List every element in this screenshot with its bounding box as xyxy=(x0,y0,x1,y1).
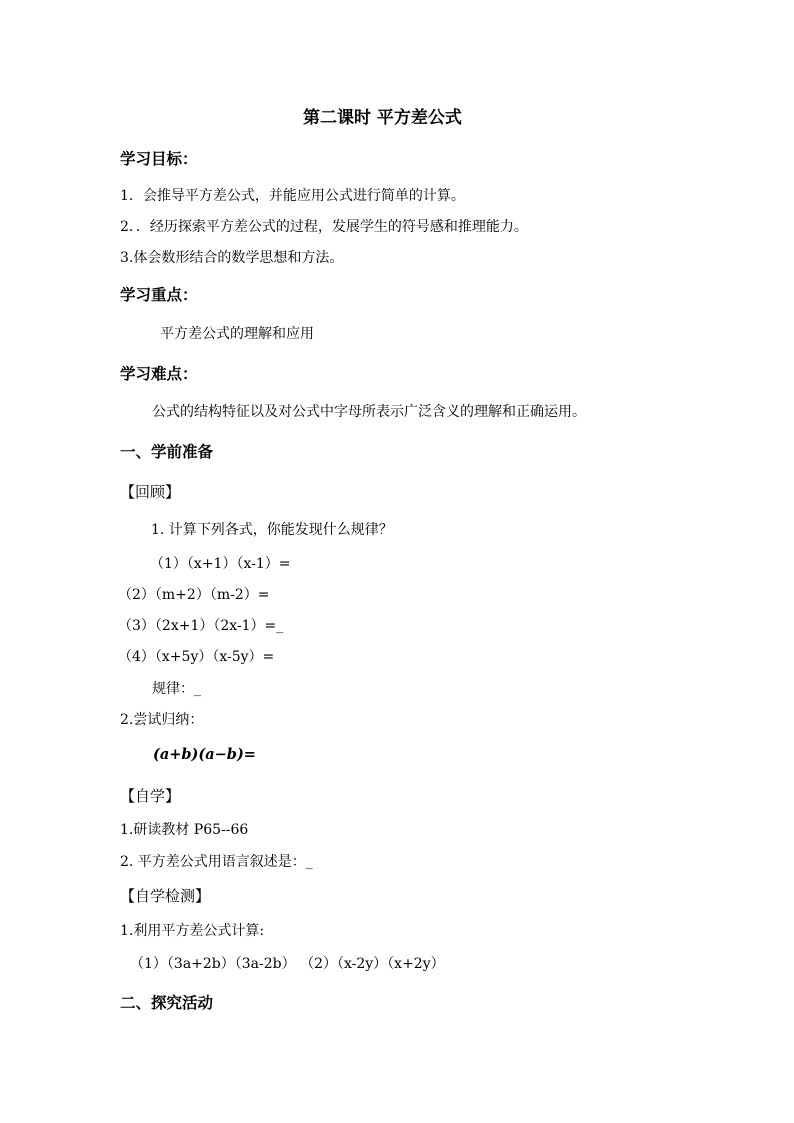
objective-item: 1．会推导平方差公式，并能应用公式进行简单的计算。 xyxy=(120,188,465,204)
review-item: （3）（2x+1）（2x-1）=_ xyxy=(118,618,284,634)
focus-text: 平方差公式的理解和应用 xyxy=(160,326,314,342)
review-item: （2）（m+2）（m-2）= xyxy=(118,587,270,603)
review-rule: 规律：_ xyxy=(152,681,201,697)
self-check-label: 【自学检测】 xyxy=(120,887,211,905)
review-induce: 2.尝试归纳： xyxy=(120,712,204,728)
review-label: 【回顾】 xyxy=(120,483,181,501)
section1-heading: 一、学前准备 xyxy=(120,442,214,461)
self-study-item: 2. 平方差公式用语言叙述是：_ xyxy=(120,854,313,870)
objective-item: 3.体会数形结合的数学思想和方法。 xyxy=(120,250,344,266)
objective-item: 2．．经历探索平方差公式的过程，发展学生的符号感和推理能力。 xyxy=(120,219,528,235)
self-check-question: 1.利用平方差公式计算: xyxy=(120,923,265,939)
square-difference-formula: (a+b)(a−b)= xyxy=(153,746,256,763)
review-item: （1）（x+1）（x-1）= xyxy=(150,556,291,572)
review-question: 1. 计算下列各式，你能发现什么规律？ xyxy=(151,522,393,538)
difficulty-heading: 学习难点： xyxy=(120,364,198,383)
self-study-label: 【自学】 xyxy=(120,787,181,805)
objectives-heading: 学习目标： xyxy=(120,149,198,168)
self-study-item: 1.研读教材 P65--66 xyxy=(120,822,249,838)
review-item: （4）（x+5y）（x-5y）= xyxy=(118,649,275,665)
difficulty-text: 公式的结构特征以及对公式中字母所表示广泛含义的理解和正确运用。 xyxy=(152,404,586,420)
focus-heading: 学习重点： xyxy=(120,285,198,304)
self-check-items: （1）（3a+2b）（3a-2b） （2）（x-2y）（x+2y） xyxy=(130,956,445,972)
section2-heading: 二、探究活动 xyxy=(120,993,214,1012)
page-title: 第二课时 平方差公式 xyxy=(303,108,462,128)
